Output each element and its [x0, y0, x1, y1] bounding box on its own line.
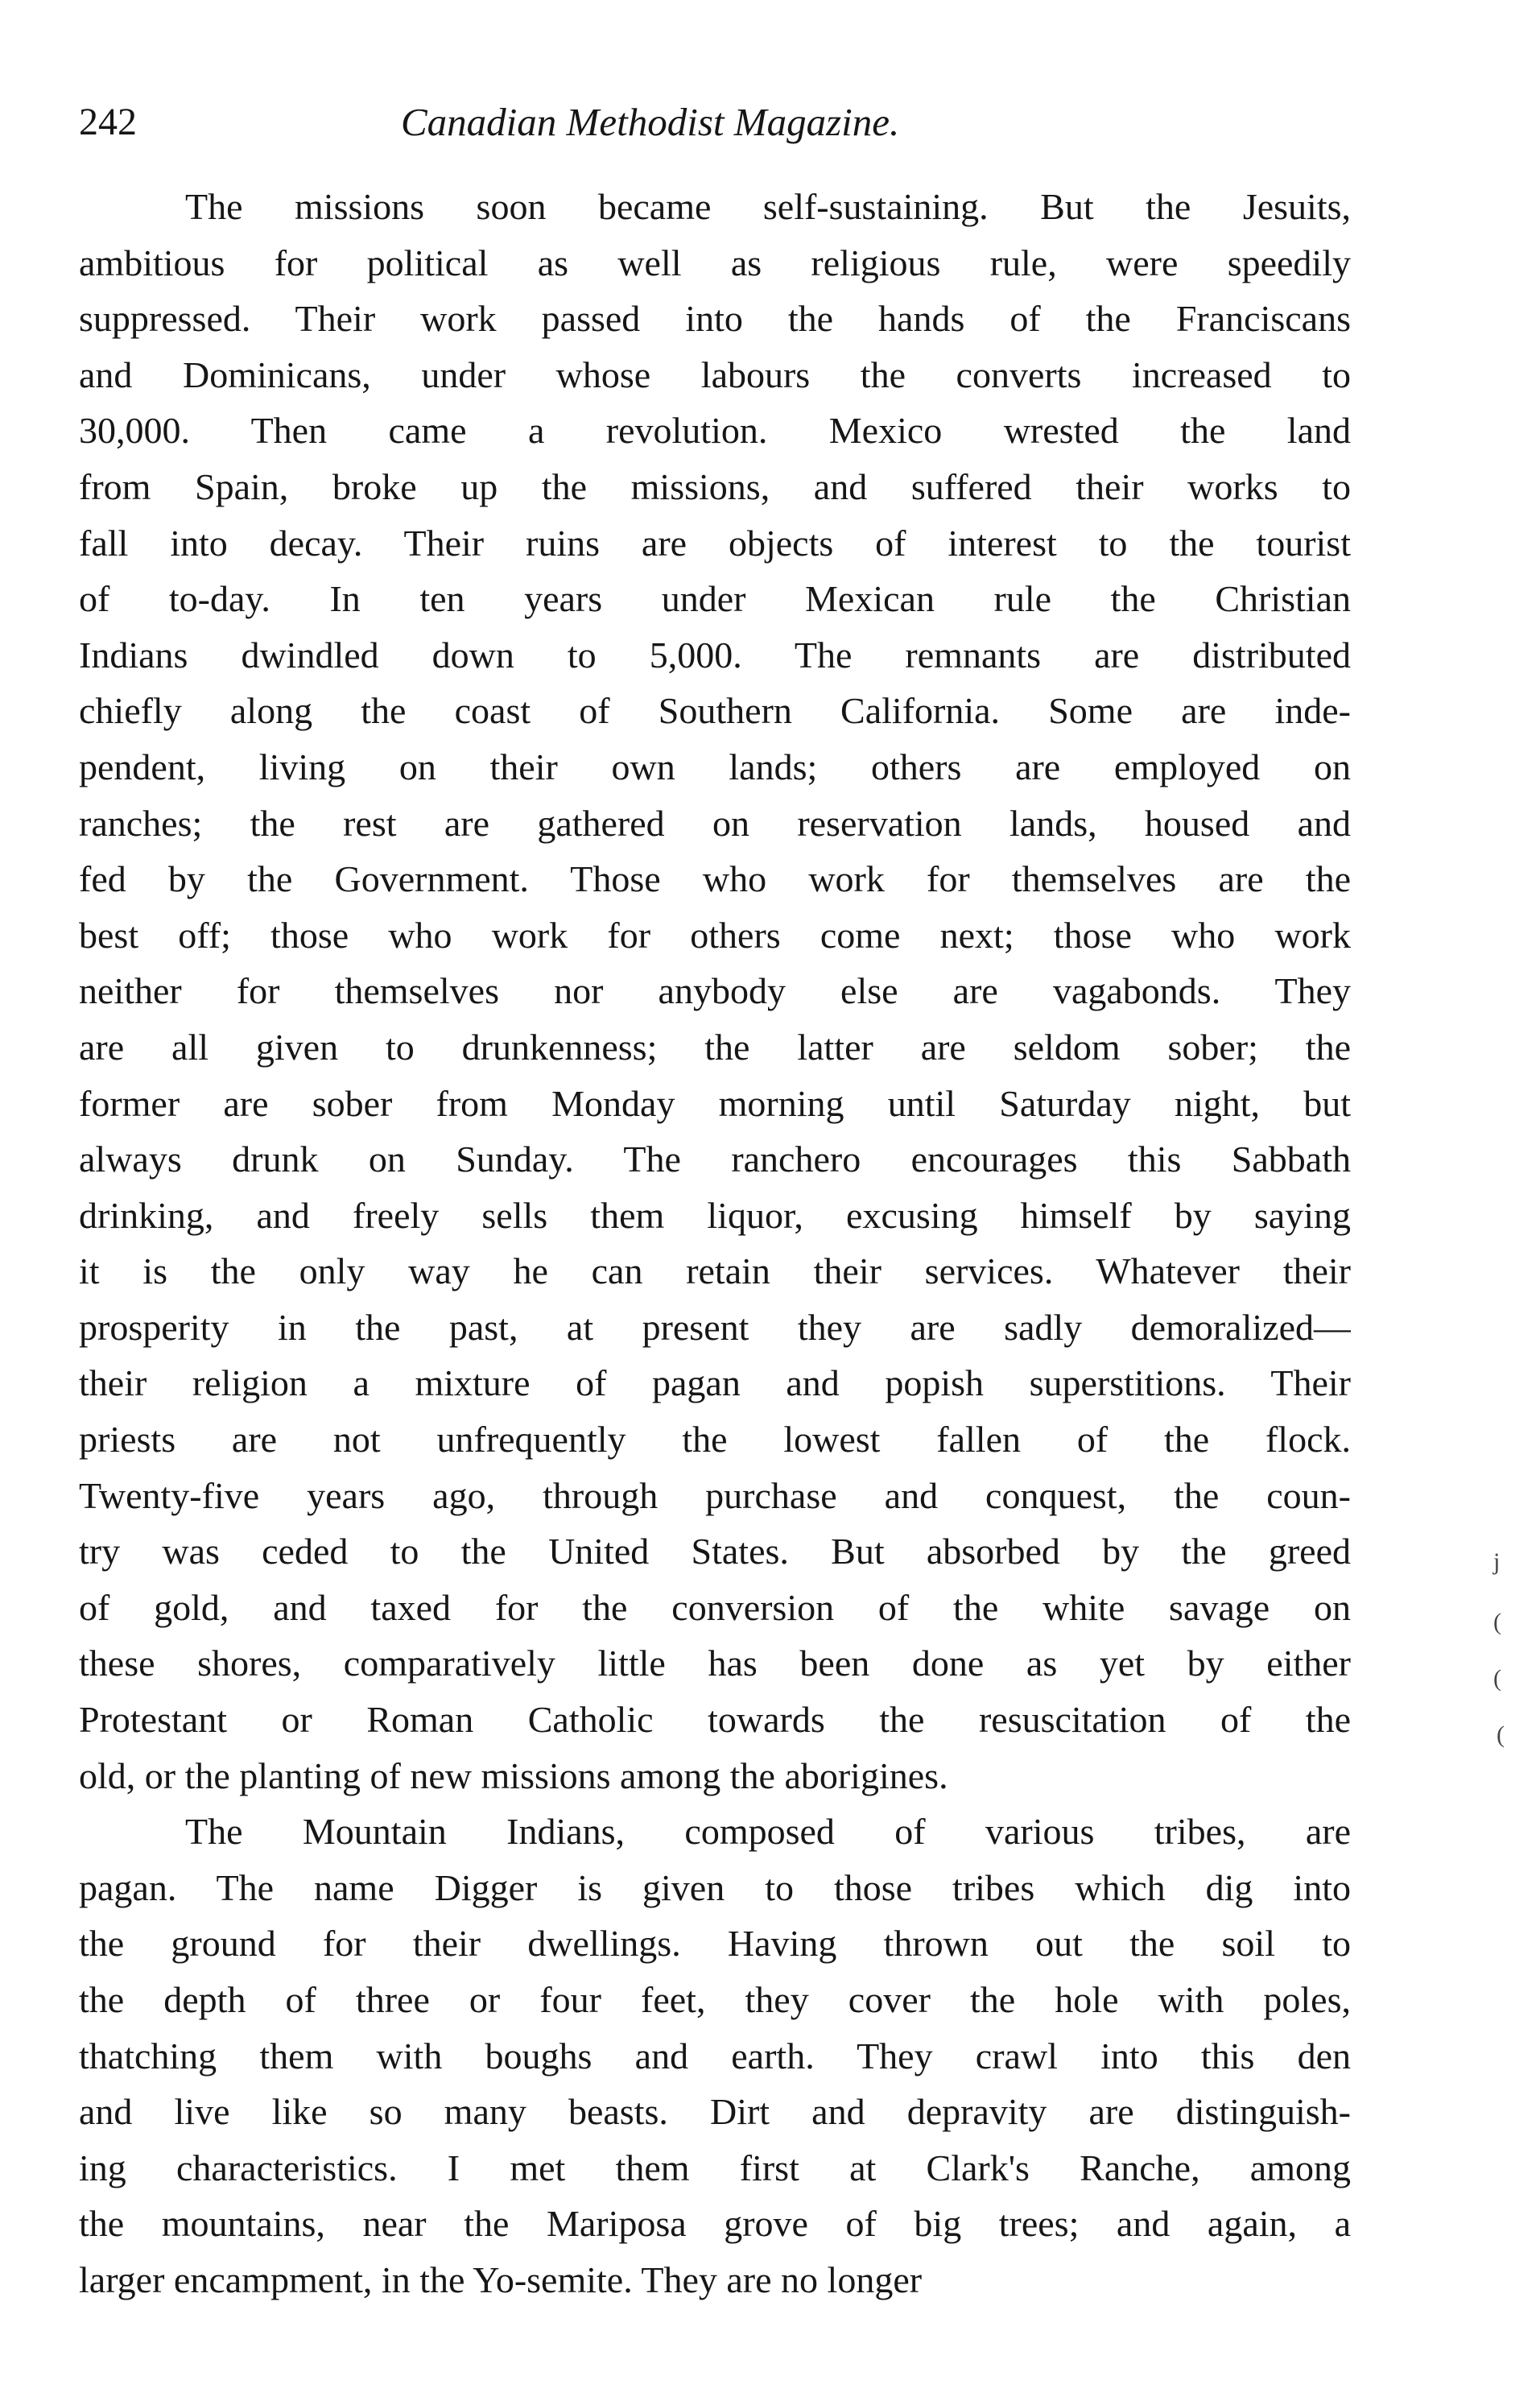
- text-line: of gold, and taxed for the conversion of the white savage on: [79, 1586, 1351, 1628]
- text-line: it is the only way he can retain their services. Whatever their: [79, 1250, 1351, 1292]
- text-line: their religion a mixture of pagan and popish superstitions. Their: [79, 1362, 1351, 1404]
- text-line: neither for themselves nor anybody else are vagabonds. They: [79, 970, 1351, 1012]
- margin-mark: j: [1493, 1548, 1501, 1575]
- text-line: larger encampment, in the Yo-semite. They are no longer: [79, 2258, 923, 2300]
- margin-mark: (: [1493, 1665, 1501, 1692]
- text-line: Indians dwindled down to 5,000. The remnants are distributed: [79, 634, 1351, 676]
- text-line: ing characteristics. I met them first at Clark's Ranche, among: [79, 2147, 1351, 2188]
- text-line: fed by the Government. Those who work for themselves are the: [79, 858, 1351, 900]
- page-number: 242: [79, 101, 137, 143]
- text-line: and Dominicans, under whose labours the converts increased to: [79, 353, 1351, 395]
- text-line: try was ceded to the United States. But absorbed by the greed: [79, 1531, 1351, 1572]
- text-line: the ground for their dwellings. Having thrown out the soil to: [79, 1923, 1351, 1965]
- text-line: Protestant or Roman Catholic towards the resuscitation of the: [79, 1699, 1351, 1741]
- text-line: are all given to drunkenness; the latter are seldom sober; the: [79, 1026, 1351, 1068]
- margin-mark: (: [1493, 1609, 1501, 1635]
- text-line: of to-day. In ten years under Mexican rule the Christian: [79, 578, 1351, 620]
- text-line: The missions soon became self-sustaining. But the Jesuits,: [185, 186, 1351, 227]
- text-line: the mountains, near the Mariposa grove of big trees; and again, a: [79, 2203, 1351, 2245]
- text-line: ranches; the rest are gathered on reservation lands, housed and: [79, 802, 1351, 844]
- text-line: these shores, comparatively little has been done as yet by either: [79, 1643, 1351, 1684]
- text-line: 30,000. Then came a revolution. Mexico wrested the land: [79, 410, 1351, 452]
- paragraph: [79, 1804, 1351, 2308]
- page-header: [79, 90, 1351, 155]
- text-line: The Mountain Indians, composed of various tribes, are: [185, 1811, 1351, 1853]
- margin-marks: [1493, 1550, 1517, 1775]
- paragraph: [79, 179, 1351, 1804]
- text-line: former are sober from Monday morning until Saturday night, but: [79, 1082, 1351, 1124]
- text-line: fall into decay. Their ruins are objects of interest to the tourist: [79, 522, 1351, 564]
- text-line: pagan. The name Digger is given to those tribes which dig into: [79, 1866, 1351, 1908]
- text-line: always drunk on Sunday. The ranchero encourages this Sabbath: [79, 1138, 1351, 1180]
- body-text: [79, 179, 1351, 2308]
- text-line: suppressed. Their work passed into the hands of the Franciscans: [79, 298, 1351, 340]
- text-line: best off; those who work for others come next; those who work: [79, 914, 1351, 956]
- text-line: pendent, living on their own lands; others are employed on: [79, 746, 1351, 787]
- margin-mark: (: [1497, 1721, 1505, 1748]
- running-title: Canadian Methodist Magazine.: [401, 100, 900, 144]
- text-line: ambitious for political as well as religious rule, were speedily: [79, 242, 1351, 283]
- text-line: old, or the planting of new missions among the aborigines.: [79, 1754, 948, 1796]
- text-line: priests are not unfrequently the lowest fallen of the flock.: [79, 1419, 1351, 1461]
- text-line: drinking, and freely sells them liquor, excusing himself by saying: [79, 1194, 1351, 1236]
- text-line: thatching them with boughs and earth. They crawl into this den: [79, 2035, 1351, 2076]
- text-line: from Spain, broke up the missions, and suffered their works to: [79, 465, 1351, 507]
- text-line: the depth of three or four feet, they cover the hole with poles,: [79, 1979, 1351, 2020]
- text-line: and live like so many beasts. Dirt and depravity are distinguish-: [79, 2091, 1351, 2133]
- text-line: prosperity in the past, at present they are sadly demoralized—: [79, 1306, 1351, 1348]
- text-line: chiefly along the coast of Southern California. Some are inde-: [79, 690, 1351, 732]
- text-line: Twenty-five years ago, through purchase and conquest, the coun-: [79, 1474, 1351, 1516]
